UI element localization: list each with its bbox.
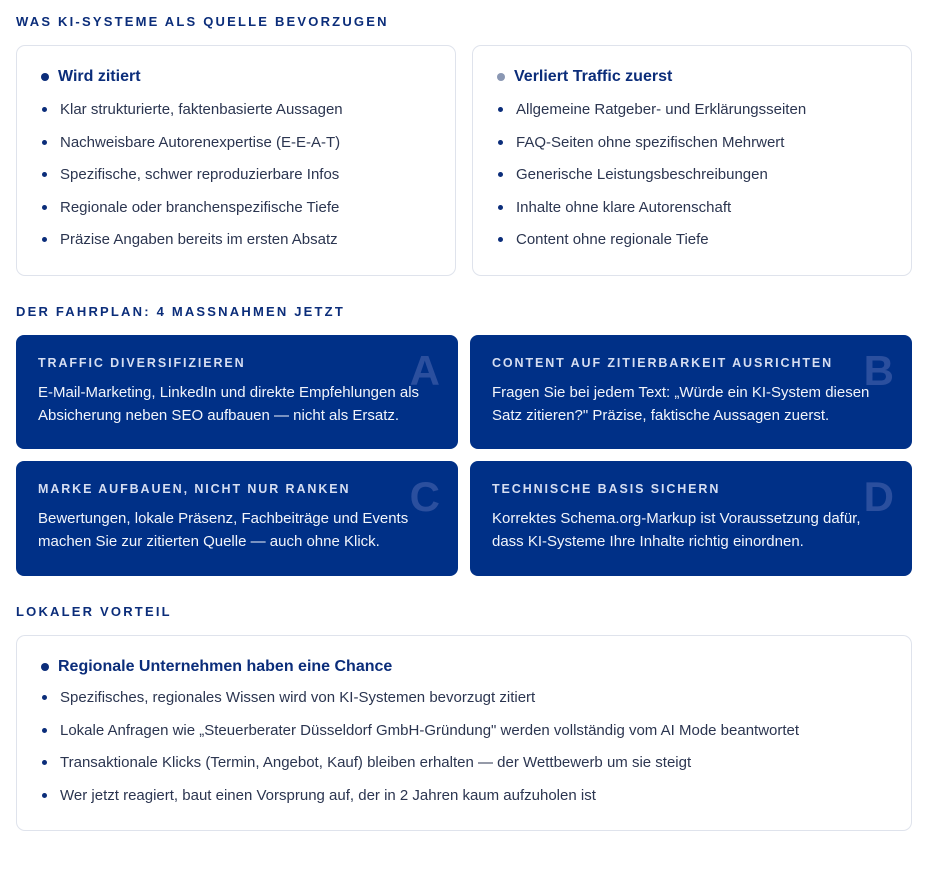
roadmap-card-a <box>16 335 458 449</box>
list-item <box>41 165 443 198</box>
cited-card <box>16 45 456 276</box>
cited-list <box>41 100 443 263</box>
bullet-icon <box>42 728 47 733</box>
list-item <box>41 198 443 231</box>
bullet-icon <box>42 760 47 765</box>
local-advantage-card <box>16 635 912 831</box>
roadmap-card-d <box>470 461 912 576</box>
bullet-icon <box>42 172 47 177</box>
list-item-text: Spezifisches, regionales Wissen wird von KI-Systemen bevorzugt zitiert <box>60 689 536 706</box>
local-list <box>41 688 899 818</box>
roadmap-card-text: Bewertungen, lokale Präsenz, Fachbeiträge und Events machen Sie zur zitierten Quelle — auch ohne Klick. <box>38 510 409 550</box>
list-item-text: Content ohne regionale Tiefe <box>516 231 709 248</box>
list-item <box>41 230 443 263</box>
cited-card-title-text: Wird zitiert <box>58 68 141 85</box>
list-item-text: Transaktionale Klicks (Termin, Angebot, Kauf) bleiben erhalten — der Wettbewerb um sie steigt <box>60 754 692 771</box>
list-item-text: FAQ-Seiten ohne spezifischen Mehrwert <box>516 133 785 151</box>
roadmap-card-b <box>470 335 912 449</box>
list-item-text: Regionale oder branchenspezifische Tiefe <box>60 198 340 216</box>
bullet-icon <box>42 205 47 210</box>
section-heading-local: LOKALER VORTEIL <box>16 604 172 619</box>
list-item <box>41 100 443 133</box>
roadmap-card-text: Fragen Sie bei jedem Text: „Würde ein KI-System diesen Satz zitieren?" Präzise, faktische Aussagen zuerst. <box>492 384 870 424</box>
local-card-title <box>41 658 392 676</box>
losing-list <box>497 100 899 263</box>
losing-card-title <box>497 68 672 86</box>
bullet-icon <box>42 237 47 242</box>
bullet-icon <box>498 172 503 177</box>
title-dot-icon <box>41 73 49 81</box>
bullet-icon <box>42 107 47 112</box>
list-item <box>41 688 899 721</box>
roadmap-card-title: TECHNISCHE BASIS SICHERN <box>492 482 721 496</box>
local-card-title-text: Regionale Unternehmen haben eine Chance <box>58 658 393 675</box>
list-item-text: Lokale Anfragen wie „Steuerberater Düsseldorf GmbH-Gründung" werden vollständig vom AI Mode beantwortet <box>60 721 800 739</box>
list-item <box>41 721 899 754</box>
bullet-icon <box>42 695 47 700</box>
roadmap-card-letter: C <box>409 473 440 520</box>
roadmap-card-c <box>16 461 458 576</box>
list-item <box>497 100 899 133</box>
list-item <box>497 230 899 263</box>
list-item-text: Generische Leistungsbeschreibungen <box>516 166 768 183</box>
roadmap-card-title: CONTENT AUF ZITIERBARKEIT AUSRICHTEN <box>492 356 834 370</box>
losing-card-title-text: Verliert Traffic zuerst <box>514 68 673 85</box>
list-item-text: Wer jetzt reagiert, baut einen Vorsprung auf, der in 2 Jahren kaum aufzuholen ist <box>60 786 596 804</box>
bullet-icon <box>498 237 503 242</box>
bullet-icon <box>498 140 503 145</box>
list-item <box>497 133 899 166</box>
bullet-icon <box>42 793 47 798</box>
cited-card-title <box>41 68 141 86</box>
list-item <box>41 753 899 786</box>
section-heading-roadmap: DER FAHRPLAN: 4 MASSNAHMEN JETZT <box>16 304 345 319</box>
bullet-icon <box>42 140 47 145</box>
losing-traffic-card <box>472 45 912 276</box>
bullet-icon <box>498 205 503 210</box>
list-item <box>41 786 899 819</box>
list-item-text: Nachweisbare Autorenexpertise (E-E-A-T) <box>60 133 341 151</box>
roadmap-card-letter: D <box>863 473 894 520</box>
list-item-text: Spezifische, schwer reproduzierbare Infos <box>60 166 340 183</box>
list-item-text: Allgemeine Ratgeber- und Erklärungsseiten <box>516 101 807 118</box>
title-dot-icon <box>497 73 505 81</box>
roadmap-card-title: TRAFFIC DIVERSIFIZIEREN <box>38 356 246 370</box>
list-item-text: Präzise Angaben bereits im ersten Absatz <box>60 231 338 248</box>
roadmap-card-text: Korrektes Schema.org-Markup ist Voraussetzung dafür, dass KI-Systeme Ihre Inhalte richtig einordnen. <box>492 510 861 550</box>
roadmap-card-title: MARKE AUFBAUEN, NICHT NUR RANKEN <box>38 482 351 496</box>
roadmap-card-letter: A <box>409 347 440 394</box>
roadmap-card-letter: B <box>863 347 894 394</box>
section-heading-sources: WAS KI-SYSTEME ALS QUELLE BEVORZUGEN <box>16 14 389 29</box>
list-item-text: Klar strukturierte, faktenbasierte Aussagen <box>60 101 343 118</box>
list-item-text: Inhalte ohne klare Autorenschaft <box>516 198 732 216</box>
roadmap-card-text: E-Mail-Marketing, LinkedIn und direkte Empfehlungen als Absicherung neben SEO aufbauen — nicht als Ersatz. <box>38 384 420 424</box>
list-item <box>497 198 899 231</box>
bullet-icon <box>498 107 503 112</box>
list-item <box>497 165 899 198</box>
list-item <box>41 133 443 166</box>
title-dot-icon <box>41 663 49 671</box>
